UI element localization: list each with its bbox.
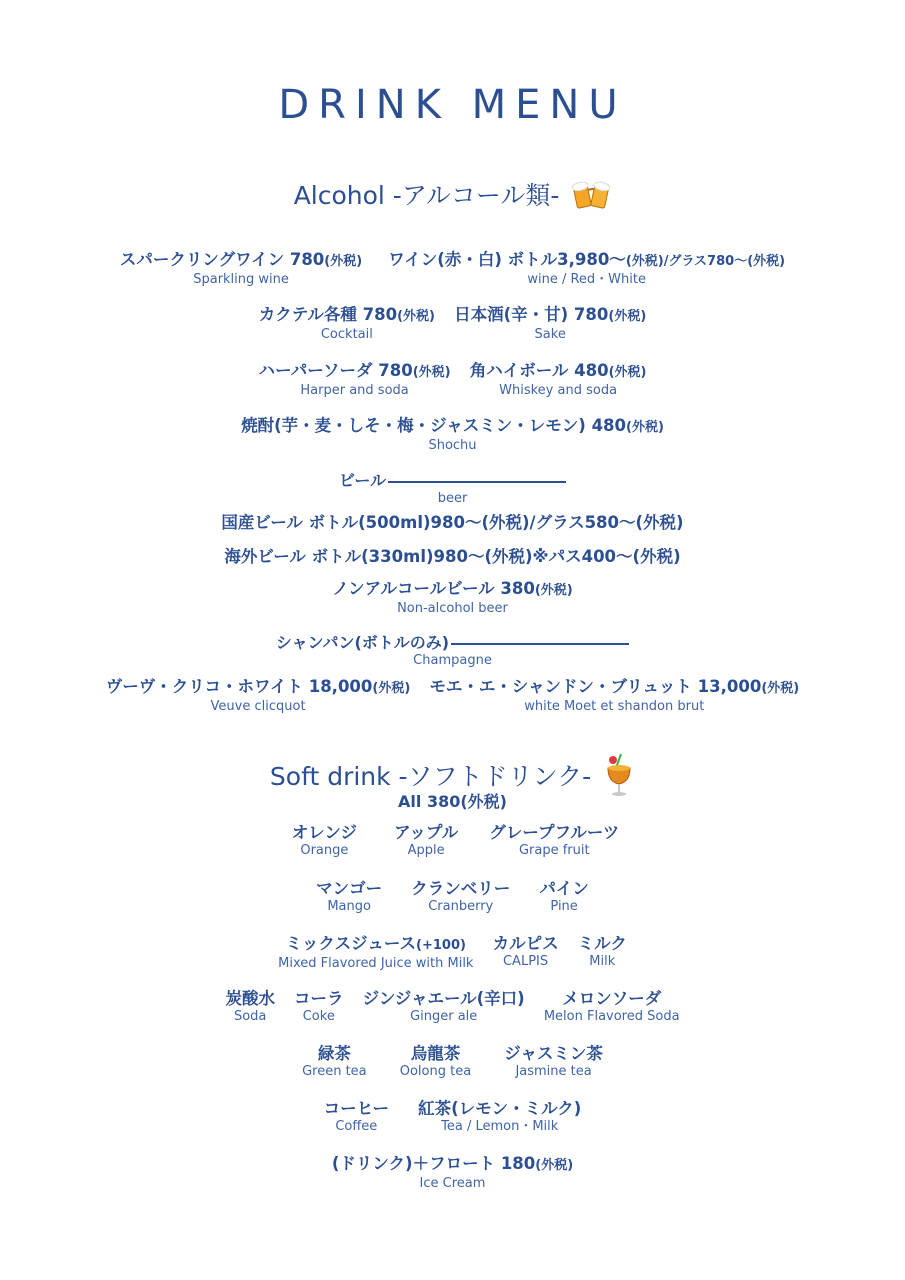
menu-item-non-alcohol-beer: ノンアルコールビール 380(外税) Non-alcohol beer — [0, 579, 905, 616]
menu-item-mango: マンゴー Mango — [316, 879, 383, 914]
menu-item-sparkling-wine: スパークリングワイン 780(外税) Sparkling wine — [119, 250, 363, 287]
menu-item-cranberry: クランベリー Cranberry — [411, 879, 511, 914]
soft-row-1 — [0, 823, 905, 858]
item-english-name: white Moet et shandon brut — [524, 699, 705, 714]
alcohol-row-4 — [0, 416, 905, 453]
menu-item-mixed-juice: ミックスジュース(+100) Mixed Flavored Juice with Milk — [278, 934, 474, 971]
item-english-name: wine / Red・White — [527, 272, 646, 287]
item-english-name: Shochu — [428, 438, 477, 453]
item-english-name: Non-alcohol beer — [397, 601, 508, 616]
soft-row-3 — [0, 934, 905, 971]
menu-item-float: (ドリンク)＋フロート 180(外税) Ice Cream — [331, 1154, 574, 1191]
champagne-row — [0, 677, 905, 714]
menu-item-oolong-tea: 烏龍茶 Oolong tea — [399, 1044, 472, 1079]
alcohol-row-2 — [0, 305, 905, 342]
menu-item-melon-soda: メロンソーダ Melon Flavored Soda — [543, 989, 680, 1024]
alcohol-row-3 — [0, 361, 905, 398]
menu-item-grapefruit: グレープフルーツ Grape fruit — [489, 823, 620, 858]
menu-item-calpis: カルピス CALPIS — [492, 934, 559, 969]
soft-row-2 — [0, 879, 905, 914]
alcohol-heading-text: Alcohol -アルコール類- — [293, 181, 560, 210]
menu-item-milk: ミルク Milk — [577, 934, 627, 969]
divider — [388, 481, 566, 483]
menu-item-cocktail: カクテル各種 780(外税) Cocktail — [258, 305, 435, 342]
champagne-subheading — [0, 633, 905, 668]
item-english-name: Harper and soda — [300, 383, 409, 398]
beer-english-label: beer — [437, 491, 468, 506]
item-english-name: Cocktail — [320, 327, 373, 342]
beer-mugs-icon — [571, 177, 611, 217]
menu-item-pine: パイン Pine — [539, 879, 589, 914]
menu-item-ginger-ale: ジンジャエール(辛口) Ginger ale — [362, 989, 525, 1024]
menu-item-soda: 炭酸水 Soda — [225, 989, 275, 1024]
menu-item-highball: 角ハイボール 480(外税) Whiskey and soda — [469, 361, 647, 398]
divider — [451, 643, 629, 645]
menu-item-sake: 日本酒(辛・甘) 780(外税) Sake — [454, 305, 647, 342]
menu-item-coke: コーラ Coke — [294, 989, 344, 1024]
menu-item-shochu: 焼酎(芋・麦・しそ・梅・ジャスミン・レモン) 480(外税) Shochu — [241, 416, 664, 453]
item-english-name: Whiskey and soda — [499, 383, 618, 398]
menu-item-wine: ワイン(赤・白) ボトル3,980～(外税)/グラス780～(外税) wine / Red・White — [388, 250, 786, 287]
menu-item-orange: オレンジ Orange — [291, 823, 357, 858]
menu-item-green-tea: 緑茶 Green tea — [302, 1044, 367, 1079]
champagne-label: シャンパン(ボトルのみ) — [275, 633, 450, 652]
alcohol-row-1 — [0, 250, 905, 287]
beer-subheading — [0, 471, 905, 506]
item-english-name: Veuve clicquot — [210, 699, 306, 714]
menu-item-veuve-clicquot: ヴーヴ・クリコ・ホワイト 18,000(外税) Veuve clicquot — [105, 677, 411, 714]
soft-row-6 — [0, 1099, 905, 1134]
item-english-name: Sake — [534, 327, 566, 342]
menu-item-imported-beer: 海外ビール ボトル(330ml)980～(外税)※パス400～(外税) — [224, 547, 681, 566]
champagne-english-label: Champagne — [413, 653, 492, 668]
menu-item-jasmine-tea: ジャスミン茶 Jasmine tea — [504, 1044, 603, 1079]
menu-item-domestic-beer: 国産ビール ボトル(500ml)980～(外税)/グラス580～(外税) — [221, 513, 684, 532]
menu-item-apple: アップル Apple — [394, 823, 459, 858]
soft-drink-heading-text: Soft drink -ソフトドリンク- — [269, 762, 592, 791]
soft-row-7 — [0, 1154, 905, 1191]
soft-drink-price: All 380(外税) — [398, 792, 507, 811]
menu-item-black-tea: 紅茶(レモン・ミルク) Tea / Lemon・Milk — [418, 1099, 582, 1134]
item-english-name: Sparkling wine — [193, 272, 289, 287]
menu-item-harper-soda: ハーパーソーダ 780(外税) Harper and soda — [258, 361, 451, 398]
soft-row-5 — [0, 1044, 905, 1079]
page-title: DRINK MENU — [278, 82, 627, 128]
beer-label: ビール — [338, 471, 387, 490]
alcohol-section-heading — [0, 176, 905, 217]
soft-row-4 — [0, 989, 905, 1024]
menu-item-coffee: コーヒー Coffee — [323, 1099, 389, 1134]
menu-item-moet-chandon: モエ・エ・シャンドン・ブリュット 13,000(外税) white Moet et shandon brut — [429, 677, 800, 714]
